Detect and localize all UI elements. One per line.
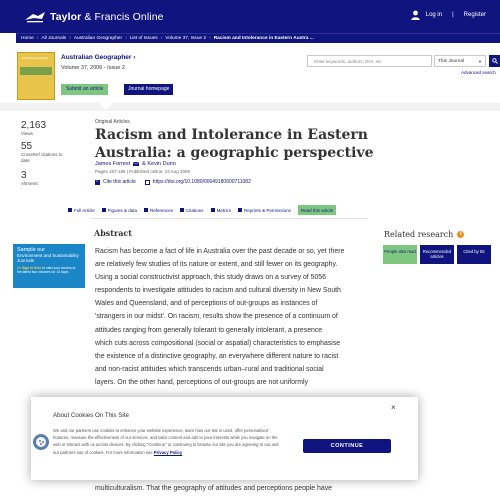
abstract-line: the existence of a distinctive geography, an everywhere different nature to racist [95, 352, 339, 360]
privacy-policy-link[interactable]: Privacy Policy [153, 449, 183, 455]
crossref-count: 55 [21, 141, 33, 152]
site-header [0, 0, 500, 33]
pages-published: Pages 167-186 | Published online: 23 Aug 2006 [95, 169, 190, 174]
account-links [411, 10, 486, 20]
crossref-metric [21, 141, 63, 163]
abstract-line: Racism has become a fact of life in Australia over the past decade or so, yet there [95, 248, 345, 255]
breadcrumb-all-journals[interactable]: All Journals [41, 36, 67, 41]
author-link[interactable]: & Kevin Dunn [142, 161, 176, 167]
altmetric-label: Altmetric [21, 181, 39, 186]
info-icon[interactable]: i [457, 231, 464, 238]
promo-line1: Sample our [17, 247, 46, 253]
cite-article-link[interactable]: Cite this article [103, 179, 136, 185]
tab-metrics[interactable]: Metrics [211, 208, 232, 213]
tab-figures[interactable]: Figures & data [102, 208, 137, 213]
tab-full-article[interactable]: Full Article [68, 208, 95, 213]
abstract-line: Wales and Queensland, and of perceptions of out-groups as instances of [95, 300, 318, 308]
chevron-right-icon: › [125, 36, 127, 41]
tab-reprints[interactable]: Reprints & Permissions [238, 208, 291, 213]
breadcrumb-journal[interactable]: Australian Geographer [73, 36, 123, 41]
search-scope-select[interactable]: This Journal ▼ [434, 55, 486, 67]
authors [95, 161, 176, 167]
abstract-heading: Abstract [94, 228, 132, 238]
promo-line2: Environment and Sustainability [17, 253, 79, 258]
breadcrumb-issues[interactable]: List of Issues [129, 36, 158, 41]
promo-banner[interactable] [13, 244, 85, 288]
tf-logo[interactable] [24, 10, 164, 24]
altmetric-count: 3 [21, 170, 27, 181]
print-icon [238, 208, 242, 212]
tab-cited-by[interactable]: Cited by 55 [457, 245, 491, 264]
logo-text: Taylor & Francis Online [50, 10, 164, 23]
crossref-label: CrossRef citations to date [21, 152, 63, 163]
advanced-search-link[interactable]: Advanced search [461, 70, 496, 75]
register-link[interactable]: Register [463, 12, 486, 18]
abstract-line: are relatively few studies of its nature or extent, and still fewer on its geography. [95, 261, 338, 269]
tab-people-also-read[interactable]: People also read [383, 245, 417, 264]
search-icon [492, 58, 498, 64]
book-icon [144, 208, 148, 212]
tab-citations[interactable]: Citations [180, 208, 204, 213]
cite-row [95, 179, 251, 185]
breadcrumb [16, 33, 500, 43]
views-count: 2,163 [21, 120, 47, 131]
cookie-title: About Cookies On This Site [53, 412, 129, 419]
related-tabs [383, 245, 494, 264]
search-input[interactable]: Enter keywords, authors, DOI, etc [307, 55, 432, 67]
chevron-right-icon: › [160, 36, 163, 41]
abstract-line: and non-racist attitudes which transcends urban–rural and traditional social [95, 365, 324, 373]
login-link[interactable]: Log in [425, 12, 443, 18]
chevron-right-icon: › [209, 36, 211, 41]
document-icon [68, 208, 72, 212]
bar-chart-icon [211, 208, 215, 212]
journal-cover[interactable] [17, 52, 55, 100]
chevron-right-icon: › [36, 36, 39, 41]
cookie-icon [33, 434, 49, 450]
divider-pointer [99, 103, 113, 110]
views-metric [21, 120, 46, 137]
altmetric-metric [21, 170, 39, 187]
user-icon [411, 10, 420, 20]
promo-cta: >> Sign in here to start your access to the latest two volumes for 14 days [17, 266, 76, 274]
search-button[interactable] [489, 55, 500, 67]
promo-line3: Journals [17, 258, 35, 263]
tab-recommended-articles[interactable]: Recommended articles [420, 245, 454, 264]
quote-icon [180, 208, 184, 212]
related-research-heading: Related research i [384, 230, 464, 239]
journal-title[interactable]: Australian Geographer › [61, 54, 136, 61]
logo-mark-icon [24, 10, 46, 24]
breadcrumb-volume[interactable]: Volume 37, Issue 2 [165, 36, 207, 41]
continue-button[interactable]: CONTINUE [303, 439, 391, 453]
abstract-line: Using a social constructivist approach, this study draws on a survey of 5056 [95, 274, 326, 282]
breadcrumb-home[interactable]: Home [21, 36, 34, 41]
tab-read-article[interactable]: Read this article [298, 205, 336, 215]
cookie-text: We and our partners use cookies to enhance your website experience, learn how our site is used, offer personalised features, measure the effectiveness of our services, and tailor content and ads to your interests while you navigate on the web or interact with us across devices. By clicking "Continue" or continuing to browse our site you are agreeing to our and our partners use of cookies. For more information see Privacy Policy [53, 428, 279, 455]
section-divider [0, 103, 500, 111]
chevron-down-icon: ▼ [478, 59, 482, 64]
abstract-line: attitudes ranging from generally tolerant to generally intolerant, a presence [95, 326, 323, 334]
link-icon [145, 180, 150, 185]
tab-references[interactable]: References [144, 208, 173, 213]
breadcrumb-current: Racism and Intolerance in Eastern Austra ... [213, 36, 314, 41]
chevron-right-icon: › [69, 36, 71, 41]
mail-icon[interactable] [133, 162, 139, 166]
views-label: Views [21, 131, 33, 136]
abstract-line: 'strangers in our midst'. On racism, results show the presence of a continuum of [95, 313, 338, 321]
abstract-line: respondents to investigate attitudes to racism and cultural diversity in New South [95, 287, 341, 295]
journal-homepage-button[interactable]: Journal homepage [124, 84, 173, 95]
article-tabs [68, 205, 343, 215]
abstract-tail-line: multiculturalism. That the geography of attitudes and perceptions people have [95, 485, 332, 492]
author-link[interactable]: James Forrest [95, 161, 131, 167]
submit-article-button[interactable]: Submit an article [61, 84, 108, 95]
svg-text:": " [96, 179, 98, 185]
quote-icon [95, 180, 100, 185]
cover-title: Australian Geographer [21, 56, 49, 60]
abstract-line: which cuts across compositional (social or aspatial) characteristics to emphasise [95, 339, 341, 347]
header-separator: | [452, 12, 454, 18]
close-icon[interactable]: × [391, 403, 396, 412]
tabs-rule [90, 218, 368, 219]
article-type: Original Articles [95, 119, 130, 125]
abstract-body [95, 245, 370, 389]
article-title: Racism and Intolerance in Eastern Australia: a geographic perspective [95, 127, 374, 161]
cookie-dialog [31, 397, 418, 480]
chevron-right-icon: › [133, 54, 136, 61]
abstract-line: layers. On the other hand, perceptions of out-groups are not uniformly [95, 378, 308, 386]
cover-band [20, 67, 52, 75]
journal-volume: Volume 37, 2006 - Issue 2 [61, 65, 125, 71]
doi-link[interactable]: https://doi.org/10.1080/00049180600711082 [152, 179, 251, 185]
image-icon [102, 208, 106, 212]
